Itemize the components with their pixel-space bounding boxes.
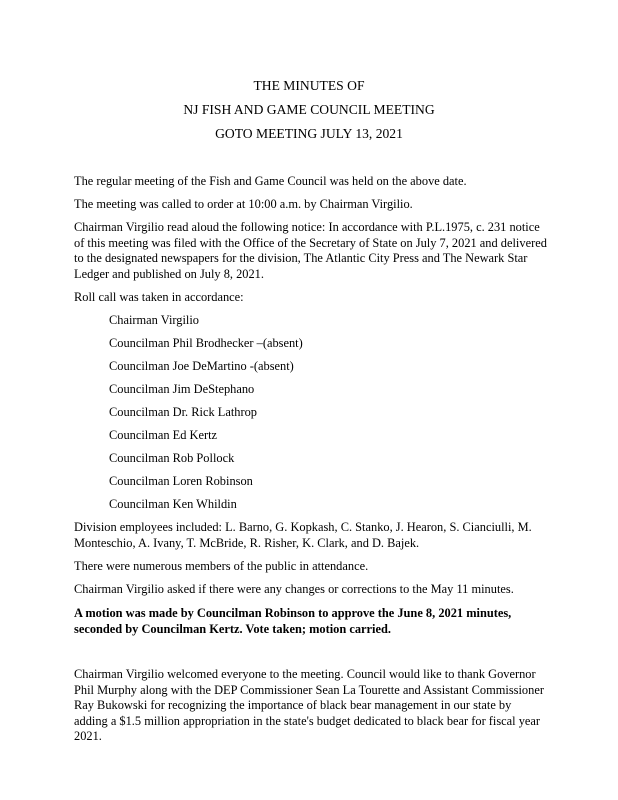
paragraph-called-to-order: The meeting was called to order at 10:00 a.m. by Chairman Virgilio.: [74, 197, 413, 211]
title-line-2: NJ FISH AND GAME COUNCIL MEETING: [183, 102, 435, 117]
paragraph-welcome: Chairman Virgilio welcomed everyone to the meeting. Council would like to thank Governor Phil Murphy along with the DEP Commissioner Sean La Tourette and Assistant Commissioner Ray Bukowski for recognizing the importance of black bear management in our state by adding a $1.5 million appropriation in the state's budget dedicated to black bear for fiscal year 2021.: [74, 667, 544, 744]
paragraph-notice: Chairman Virgilio read aloud the following notice: In accordance with P.L.1975, c. 231 notice of this meeting was filed with the Office of the Secretary of State on July 7, 2021 and delivered to the designated newspapers for the division, The Atlantic City Press and The Newark Star Ledger and published on July 8, 2021.: [74, 220, 547, 281]
title-line-3: GOTO MEETING JULY 13, 2021: [215, 126, 403, 141]
roll-call-item: Councilman Rob Pollock: [109, 451, 235, 465]
paragraph-motion: A motion was made by Councilman Robinson to approve the June 8, 2021 minutes, seconded by Councilman Kertz. Vote taken; motion carried.: [74, 606, 512, 636]
roll-call-item: Councilman Ed Kertz: [109, 428, 218, 442]
paragraph-regular-meeting: The regular meeting of the Fish and Game Council was held on the above date.: [74, 174, 467, 188]
roll-call-item: Councilman Ken Whildin: [109, 497, 237, 511]
paragraph-changes-question: Chairman Virgilio asked if there were any changes or corrections to the May 11 minutes.: [74, 582, 514, 596]
roll-call-item: Councilman Loren Robinson: [109, 474, 253, 488]
paragraph-division-employees: Division employees included: L. Barno, G. Kopkash, C. Stanko, J. Hearon, S. Cianciulli, M. Monteschio, A. Ivany, T. McBride, R. Risher, K. Clark, and D. Bajek.: [74, 520, 532, 550]
roll-call-item: Councilman Phil Brodhecker –(absent): [109, 336, 303, 350]
roll-call-item: Councilman Joe DeMartino -(absent): [109, 359, 294, 373]
roll-call-item: Councilman Dr. Rick Lathrop: [109, 405, 257, 419]
roll-call-item: Chairman Virgilio: [109, 313, 200, 327]
title-line-1: THE MINUTES OF: [253, 78, 365, 93]
paragraph-public-attendance: There were numerous members of the public in attendance.: [74, 559, 369, 573]
paragraph-roll-call-intro: Roll call was taken in accordance:: [74, 290, 244, 304]
roll-call-item: Councilman Jim DeStephano: [109, 382, 255, 396]
